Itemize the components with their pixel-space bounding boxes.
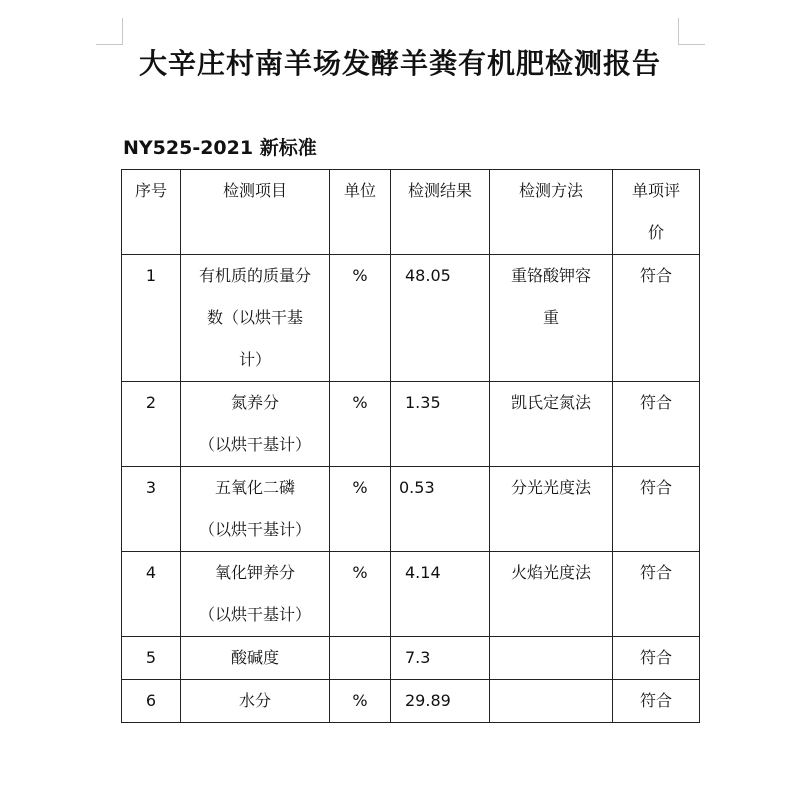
row-no: 6 xyxy=(122,680,181,723)
row-unit: % xyxy=(330,467,391,552)
row-item xyxy=(181,552,330,637)
row-method xyxy=(490,255,613,382)
row-method: 火焰光度法 xyxy=(490,552,613,637)
row-result xyxy=(391,680,490,723)
row-result xyxy=(391,255,490,382)
table-row xyxy=(122,467,700,552)
row-result xyxy=(391,637,490,680)
row-result-value: 7.3 xyxy=(405,648,431,667)
row-no: 5 xyxy=(122,637,181,680)
table-row xyxy=(122,680,700,723)
header-item: 检测项目 xyxy=(181,170,330,255)
row-result-value: 29.89 xyxy=(405,691,451,710)
row-method xyxy=(490,680,613,723)
header-result xyxy=(391,170,490,255)
row-method-line: 重铬酸钾容 xyxy=(510,266,591,285)
row-result xyxy=(391,552,490,637)
row-item: 酸碱度 xyxy=(181,637,330,680)
header-evaluation-line: 价 xyxy=(647,223,664,242)
row-item-line: 五氧化二磷 xyxy=(214,478,295,497)
header-method: 检测方法 xyxy=(490,170,613,255)
row-item xyxy=(181,467,330,552)
row-item-line: 有机质的质量分 xyxy=(198,266,311,285)
row-evaluation: 符合 xyxy=(613,637,700,680)
row-item: 水分 xyxy=(181,680,330,723)
header-no: 序号 xyxy=(122,170,181,255)
row-no: 3 xyxy=(122,467,181,552)
table-row xyxy=(122,255,700,382)
row-method: 分光光度法 xyxy=(490,467,613,552)
row-result xyxy=(391,382,490,467)
row-method xyxy=(490,637,613,680)
row-method: 凯氏定氮法 xyxy=(490,382,613,467)
row-evaluation: 符合 xyxy=(613,255,700,382)
row-item-line: 计） xyxy=(238,350,271,369)
header-unit: 单位 xyxy=(330,170,391,255)
row-unit: % xyxy=(330,552,391,637)
row-evaluation: 符合 xyxy=(613,680,700,723)
table-row xyxy=(122,552,700,637)
report-table xyxy=(121,169,700,723)
row-unit: % xyxy=(330,680,391,723)
document-title: 大辛庄村南羊场发酵羊粪有机肥检测报告 xyxy=(138,47,661,80)
standard-heading: NY525-2021 新标准 xyxy=(123,137,317,159)
row-no: 2 xyxy=(122,382,181,467)
table-row xyxy=(122,382,700,467)
row-item-line: （以烘干基计） xyxy=(198,520,311,539)
row-item xyxy=(181,382,330,467)
row-item xyxy=(181,255,330,382)
row-evaluation: 符合 xyxy=(613,382,700,467)
table-header-row xyxy=(122,170,700,255)
row-no: 4 xyxy=(122,552,181,637)
header-evaluation-line: 单项评 xyxy=(631,181,680,200)
row-result-value: 0.53 xyxy=(399,478,435,497)
row-no: 1 xyxy=(122,255,181,382)
row-evaluation: 符合 xyxy=(613,467,700,552)
row-result xyxy=(391,467,490,552)
row-item-line: （以烘干基计） xyxy=(198,605,311,624)
row-evaluation: 符合 xyxy=(613,552,700,637)
page-corner-mark-right xyxy=(678,18,705,45)
row-unit xyxy=(330,637,391,680)
table-row xyxy=(122,637,700,680)
header-evaluation xyxy=(613,170,700,255)
page-corner-mark-left xyxy=(96,18,123,45)
row-result-value: 1.35 xyxy=(405,393,441,412)
row-result-value: 4.14 xyxy=(405,563,441,582)
header-result-label: 检测结果 xyxy=(407,181,472,200)
row-item-line: 氮养分 xyxy=(230,393,279,412)
row-unit: % xyxy=(330,382,391,467)
row-item-line: 数（以烘干基 xyxy=(206,308,303,327)
row-item-line: （以烘干基计） xyxy=(198,435,311,454)
row-method-line: 重 xyxy=(542,308,559,327)
row-result-value: 48.05 xyxy=(405,266,451,285)
row-unit: % xyxy=(330,255,391,382)
row-item-line: 氧化钾养分 xyxy=(214,563,295,582)
